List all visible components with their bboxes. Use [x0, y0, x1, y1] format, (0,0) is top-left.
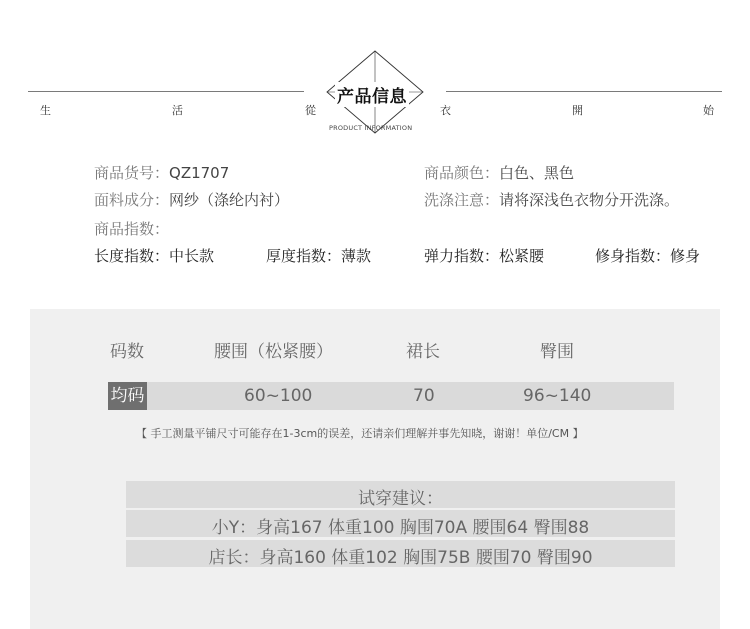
deco-char: 從 — [305, 104, 316, 117]
measurement-note: 【 手工测量平铺尺寸可能存在1-3cm的误差，还请亲们理解并事先知晓，谢谢！单位/CM 】 — [136, 427, 584, 440]
fabric-value: 网纱（涤纶内衬） — [169, 191, 290, 209]
table-cell-waist: 60~100 — [244, 386, 313, 406]
deco-char: 始 — [703, 104, 714, 117]
length-value: 中长款 — [169, 247, 215, 265]
wash-value: 请将深浅色衣物分开洗涤。 — [499, 191, 680, 209]
item-number-label: 商品货号： — [94, 164, 170, 182]
elastic-index — [424, 245, 544, 266]
deco-char: 開 — [572, 104, 583, 117]
header-rule-right — [446, 91, 722, 92]
index-label: 商品指数： — [94, 220, 170, 238]
item-number-value: QZ1707 — [169, 164, 230, 182]
item-number — [94, 162, 229, 183]
deco-char: 衣 — [440, 104, 451, 117]
table-header-size: 码数 — [110, 342, 144, 362]
fitting-title: 试穿建议： — [358, 489, 443, 509]
deco-char: 生 — [40, 104, 51, 117]
table-cell-hip: 96~140 — [523, 386, 592, 406]
length-label: 长度指数： — [94, 247, 170, 265]
table-header-waist: 腰围（松紧腰） — [214, 342, 333, 362]
wash-notice — [424, 189, 679, 210]
fitting-line: 小Y：身高167 体重100 胸围70A 腰围64 臀围88 — [211, 518, 590, 538]
item-color-value: 白色、黑色 — [499, 164, 575, 182]
deco-char: 活 — [172, 104, 183, 117]
section-subtitle: PRODUCT INFORMATION — [329, 124, 413, 132]
fitting-line: 店长：身高160 体重102 胸围75B 腰围70 臀围90 — [208, 548, 593, 568]
table-cell-length: 70 — [413, 386, 435, 406]
table-header-length: 裙长 — [406, 342, 440, 362]
item-color — [424, 162, 574, 183]
table-header-hip: 臀围 — [540, 342, 574, 362]
section-title: 产品信息 — [335, 82, 409, 107]
fit-label: 修身指数： — [595, 247, 671, 265]
thickness-label: 厚度指数： — [266, 247, 342, 265]
fit-value: 修身 — [670, 247, 701, 265]
fabric — [94, 189, 289, 210]
header-rule-left — [28, 91, 304, 92]
elastic-value: 松紧腰 — [499, 247, 545, 265]
size-tag: 均码 — [108, 382, 147, 410]
length-index — [94, 245, 214, 266]
thickness-index — [266, 245, 371, 266]
fit-index — [595, 245, 700, 266]
fabric-label: 面料成分： — [94, 191, 170, 209]
index-heading — [94, 218, 169, 239]
wash-label: 洗涤注意： — [424, 191, 500, 209]
thickness-value: 薄款 — [341, 247, 372, 265]
item-color-label: 商品颜色： — [424, 164, 500, 182]
elastic-label: 弹力指数： — [424, 247, 500, 265]
